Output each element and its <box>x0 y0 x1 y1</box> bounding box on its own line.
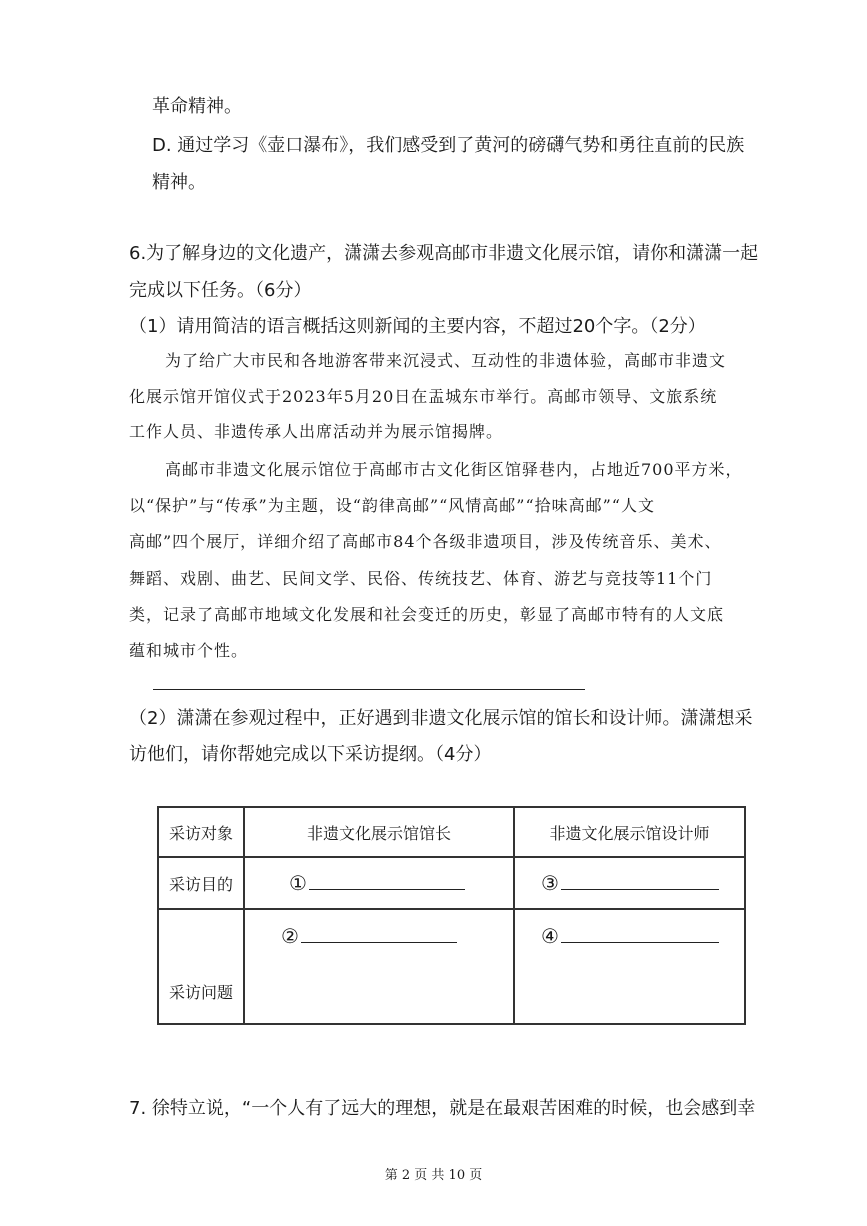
answer-blank-2[interactable] <box>301 930 457 943</box>
answer-cell-1[interactable] <box>244 857 514 909</box>
circled-number-1: ① <box>289 871 307 895</box>
question-6-part-1: （1）请用简洁的语言概括这则新闻的主要内容，不超过20个字。（2分） <box>129 316 706 337</box>
answer-cell-2[interactable] <box>244 909 514 1024</box>
question-6-stem: 6.为了解身边的文化遗产，潇潇去参观高邮市非遗文化展示馆，请你和潇潇一起 <box>129 243 759 264</box>
prev-option-d: D. 通过学习《壶口瀑布》，我们感受到了黄河的磅礴气势和勇往直前的民族 <box>152 135 745 156</box>
news-line: 为了给广大市民和各地游客带来沉浸式、互动性的非遗体验，高邮市非遗文 <box>165 351 727 370</box>
news-line: 化展示馆开馆仪式于2023年5月20日在盂城东市举行。高邮市领导、文旅系统 <box>129 387 718 406</box>
question-7-stem: 7. 徐特立说，“一个人有了远大的理想，就是在最艰苦困难的时候，也会感到幸 <box>129 1098 756 1119</box>
news-line: 舞蹈、戏剧、曲艺、民间文学、民俗、传统技艺、体育、游艺与竞技等11个门 <box>129 569 713 588</box>
answer-cell-3[interactable] <box>514 857 745 909</box>
page-footer: 第 2 页 共 10 页 <box>384 1168 483 1183</box>
answer-blank-1[interactable] <box>309 877 465 890</box>
news-line: 类，记录了高邮市地域文化发展和社会变迁的历史，彰显了高邮市特有的人文底 <box>129 605 725 624</box>
col-head-designer: 非遗文化展示馆设计师 <box>514 807 745 857</box>
news-line: 以“保护”与“传承”为主题，设“韵律高邮”“风情高邮”“拾味高邮”“人文 <box>129 496 655 515</box>
question-6-stem-cont: 完成以下任务。（6分） <box>129 280 312 301</box>
news-line: 高邮”四个展厅，详细介绍了高邮市84个各级非遗项目，涉及传统音乐、美术、 <box>129 532 722 551</box>
news-line: 高邮市非遗文化展示馆位于高邮市古文化街区馆驿巷内，占地近700平方米， <box>165 460 743 479</box>
news-line: 工作人员、非遗传承人出席活动并为展示馆揭牌。 <box>129 422 504 441</box>
circled-number-2: ② <box>281 924 299 948</box>
answer-blank-4[interactable] <box>561 930 719 943</box>
row-label-questions <box>158 909 244 1024</box>
news-line: 蕴和城市个性。 <box>129 641 249 660</box>
col-head-curator: 非遗文化展示馆馆长 <box>244 807 514 857</box>
answer-blank-3[interactable] <box>561 877 719 890</box>
row-label-questions-text: 采访问题 <box>168 983 233 1002</box>
prev-option-d-end: 精神。 <box>152 172 206 193</box>
answer-cell-4[interactable] <box>514 909 745 1024</box>
circled-number-3: ③ <box>541 871 559 895</box>
prev-option-c-end: 革命精神。 <box>152 96 242 117</box>
row-label-purpose: 采访目的 <box>158 857 244 909</box>
question-6-part-2-cont: 访他们，请你帮她完成以下采访提纲。（4分） <box>129 744 492 765</box>
question-6-part-2: （2）潇潇在参观过程中，正好遇到非遗文化展示馆的馆长和设计师。潇潇想采 <box>129 708 753 729</box>
interview-outline-table <box>157 806 746 1025</box>
row-label-subject: 采访对象 <box>158 807 244 857</box>
answer-line-part-1[interactable] <box>153 689 585 690</box>
circled-number-4: ④ <box>541 924 559 948</box>
